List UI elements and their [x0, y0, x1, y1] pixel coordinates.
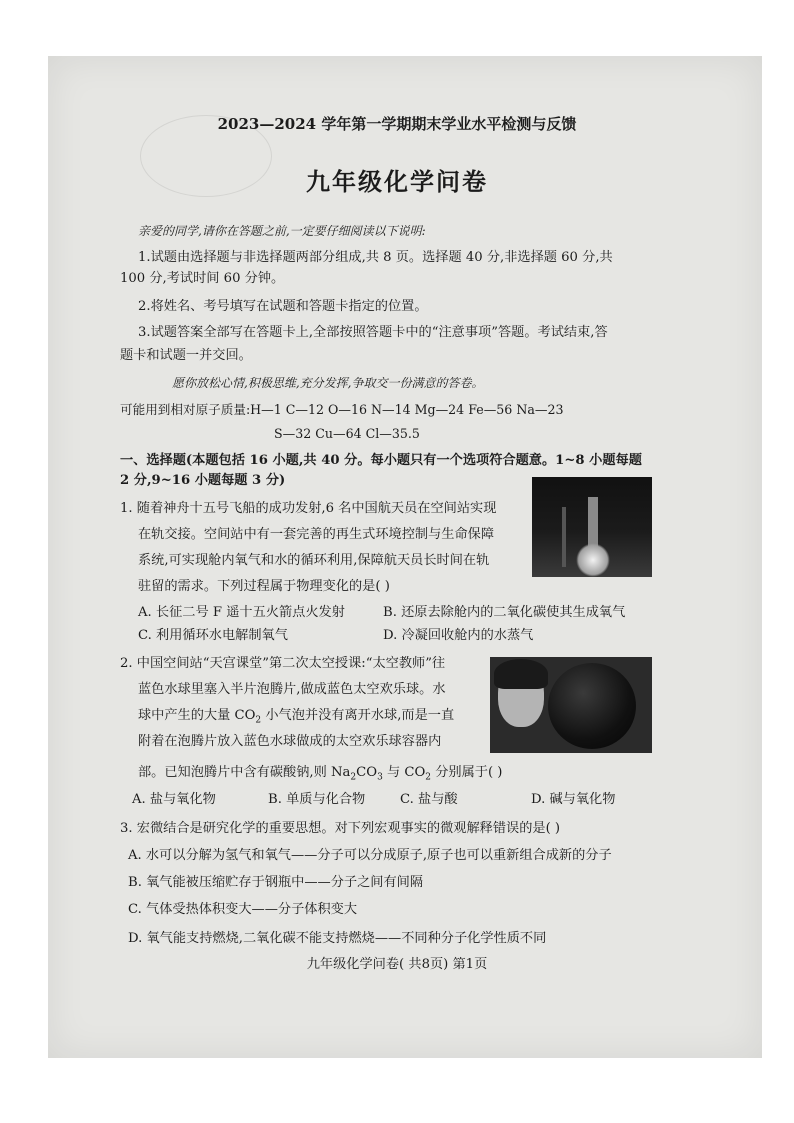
atomic-masses-line1: 可能用到相对原子质量:H—1 C—12 O—16 N—14 Mg—24 Fe—56 Na—23: [120, 402, 564, 417]
q3-option-d: D. 氧气能支持燃烧,二氧化碳不能支持燃烧——不同种分子化学性质不同: [128, 931, 547, 946]
instruction-3a: 3.试题答案全部写在答题卡上,全部按照答题卡中的“注意事项”答题。考试结束,答: [138, 325, 608, 340]
q1-stem-line4: 驻留的需求。下列过程属于物理变化的是( ): [138, 579, 390, 594]
space-class-photo: [490, 657, 652, 753]
astronaut-hair: [494, 659, 548, 689]
wish-text: 愿你放松心情,积极思维,充分发挥,争取交一份满意的答卷。: [172, 376, 484, 390]
launch-flame: [576, 543, 610, 577]
q2-stem-line4: 附着在泡腾片放入蓝色水球做成的太空欢乐球容器内: [138, 734, 442, 749]
q1-option-d: D. 冷凝回收舱内的水蒸气: [383, 628, 534, 643]
q2-option-b: B. 单质与化合物: [268, 792, 366, 807]
q2-option-d: D. 碱与氧化物: [531, 792, 616, 807]
water-ball: [548, 663, 636, 749]
rocket-launch-photo: [532, 477, 652, 577]
q1-stem-line3: 系统,可实现舱内氧气和水的循环利用,保障航天员长时间在轨: [138, 553, 490, 568]
q2-option-a: A. 盐与氧化物: [132, 792, 216, 807]
q2-stem-line3: 球中产生的大量 $CO_2$ 小气泡并没有离开水球,而是一直: [138, 708, 455, 726]
instruction-1b: 100 分,考试时间 60 分钟。: [120, 271, 285, 286]
q1-option-b: B. 还原去除舱内的二氧化碳使其生成氧气: [383, 605, 626, 620]
q1-option-a: A. 长征二号 F 遥十五火箭点火发射: [138, 605, 345, 620]
q3-option-c: C. 气体受热体积变大——分子体积变大: [128, 902, 358, 917]
q3-option-b: B. 氧气能被压缩贮存于钢瓶中——分子之间有间隔: [128, 875, 424, 890]
exam-subtitle: 2023—2024 学年第一学期期末学业水平检测与反馈: [217, 115, 577, 133]
instruction-2: 2.将姓名、考号填写在试题和答题卡指定的位置。: [138, 299, 428, 314]
q3-option-a: A. 水可以分解为氢气和氧气——分子可以分成原子,原子也可以重新组合成新的分子: [128, 848, 612, 863]
greeting: 亲爱的同学,请你在答题之前,一定要仔细阅读以下说明:: [138, 224, 426, 238]
q2-stem-line2: 蓝色水球里塞入半片泡腾片,做成蓝色太空欢乐球。水: [138, 682, 446, 697]
section-heading-b: 2 分,9~16 小题每题 3 分): [120, 473, 286, 488]
q2-stem-line1: 2. 中国空间站“天宫课堂”第二次太空授课:“太空教师”往: [120, 656, 446, 671]
q1-option-c: C. 利用循环水电解制氧气: [138, 628, 288, 643]
atomic-masses-line2: S—32 Cu—64 Cl—35.5: [274, 426, 420, 441]
q2-stem-line5: 部。已知泡腾片中含有碳酸钠,则 $Na_2CO_3$ 与 $CO_2$ 分别属于( ): [138, 765, 503, 783]
q2-option-c: C. 盐与酸: [400, 792, 458, 807]
launch-tower: [562, 507, 566, 567]
instruction-1a: 1.试题由选择题与非选择题两部分组成,共 8 页。选择题 40 分,非选择题 60 分,共: [138, 250, 613, 265]
q1-stem-line1: 1. 随着神舟十五号飞船的成功发射,6 名中国航天员在空间站实现: [120, 501, 497, 516]
instruction-3b: 题卡和试题一并交回。: [120, 348, 252, 363]
q3-stem: 3. 宏微结合是研究化学的重要思想。对下列宏观事实的微观解释错误的是( ): [120, 821, 561, 836]
page-footer: 九年级化学问卷( 共8页) 第1页: [306, 957, 488, 972]
section-heading-a: 一、选择题(本题包括 16 小题,共 40 分。每小题只有一个选项符合题意。1~8 小题每题: [120, 453, 642, 468]
rocket: [588, 497, 598, 549]
q1-stem-line2: 在轨交接。空间站中有一套完善的再生式环境控制与生命保障: [138, 527, 495, 542]
exam-title: 九年级化学问卷: [306, 167, 488, 196]
